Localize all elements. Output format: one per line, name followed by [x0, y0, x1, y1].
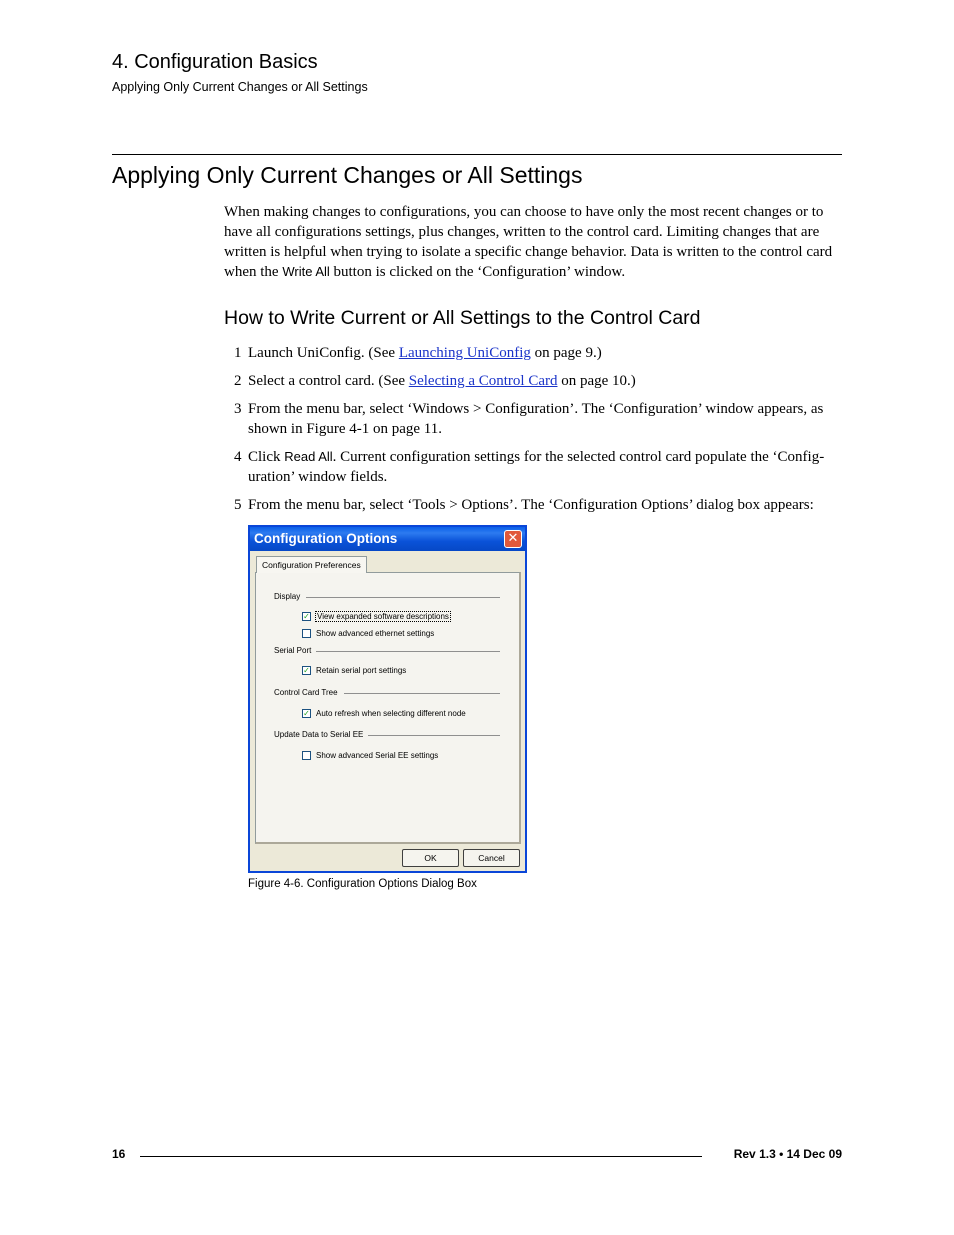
close-icon[interactable]: ✕ — [504, 530, 522, 548]
group-divider — [316, 651, 500, 652]
step-text: . Current configuration settings for the selected control card populate the ‘Config-uration’ window fields. — [248, 449, 825, 485]
footer-divider — [140, 1156, 702, 1157]
intro-paragraph — [224, 202, 844, 282]
step-number: 5 — [234, 497, 242, 513]
group-label-control-card-tree: Control Card Tree — [274, 688, 338, 697]
option-label: Show advanced Serial EE settings — [316, 750, 439, 760]
section-divider — [112, 154, 842, 155]
group-divider — [344, 693, 500, 694]
revision-label: Rev 1.3 • 14 Dec 09 — [733, 1147, 842, 1161]
step-text: Launch UniConfig. (See — [248, 345, 399, 361]
option-view-expanded-descriptions[interactable] — [302, 610, 450, 622]
option-label: Retain serial port settings — [316, 665, 407, 675]
ok-button[interactable]: OK — [402, 849, 459, 867]
step-2 — [234, 371, 844, 391]
step-text: Click — [248, 449, 285, 465]
cancel-button[interactable]: Cancel — [463, 849, 520, 867]
selecting-control-card-link[interactable]: Selecting a Control Card — [408, 373, 558, 389]
read-all-button-ref: Read All — [284, 449, 333, 464]
step-number: 1 — [234, 345, 242, 361]
step-text: on page 9.) — [530, 345, 602, 361]
step-number: 2 — [234, 373, 242, 389]
step-number: 3 — [234, 401, 242, 417]
intro-text-before: When making changes to configurations, you can choose to have only the most recent changes or to have all configurations settings, plus changes, written to the control card. Limiting changes that are written is helpful when trying to isolate a specific change behavior. Data is written to the control card when the — [224, 204, 833, 280]
step-3 — [234, 399, 844, 439]
option-label: Show advanced ethernet settings — [316, 628, 435, 638]
intro-text-after: button is clicked on the ‘Configuration’ window. — [329, 264, 626, 280]
group-divider — [306, 597, 500, 598]
option-label: Auto refresh when selecting different node — [316, 708, 466, 718]
subsection-title: How to Write Current or All Settings to the Control Card — [224, 307, 701, 329]
group-label-display: Display — [274, 592, 301, 601]
dialog-title: Configuration Options — [254, 531, 398, 546]
write-all-button-ref: Write All — [282, 264, 330, 279]
step-text: Select a control card. (See — [248, 373, 409, 389]
step-text: on page 10.) — [557, 373, 636, 389]
group-label-update-serial-ee: Update Data to Serial EE — [274, 730, 364, 739]
configuration-options-dialog — [248, 525, 527, 873]
step-4 — [234, 447, 844, 487]
step-1 — [234, 343, 844, 363]
running-header: Applying Only Current Changes or All Settings — [112, 80, 368, 94]
option-label: View expanded software descriptions — [317, 611, 449, 621]
option-show-advanced-ethernet[interactable] — [302, 627, 434, 639]
page-number: 16 — [112, 1147, 126, 1161]
figure-caption: Figure 4-6. Configuration Options Dialog Box — [248, 878, 477, 890]
group-divider — [368, 735, 500, 736]
dialog-titlebar[interactable] — [250, 527, 525, 551]
checkbox-unchecked-icon[interactable] — [302, 751, 311, 760]
chapter-title: 4. Configuration Basics — [112, 51, 318, 73]
step-text: From the menu bar, select ‘Windows > Configuration’. The ‘Configuration’ window appears, as shown in Figure 4-1 on page 11. — [248, 401, 824, 437]
step-number: 4 — [234, 449, 242, 465]
option-auto-refresh[interactable] — [302, 707, 466, 719]
launching-uniconfig-link[interactable]: Launching UniConfig — [398, 345, 531, 361]
option-show-advanced-serial-ee[interactable] — [302, 749, 438, 761]
section-title: Applying Only Current Changes or All Settings — [112, 162, 583, 188]
option-retain-serial-port[interactable] — [302, 664, 406, 676]
checkbox-unchecked-icon[interactable] — [302, 629, 311, 638]
tab-configuration-preferences[interactable]: Configuration Preferences — [256, 556, 367, 573]
group-label-serial-port: Serial Port — [274, 646, 312, 655]
checkbox-checked-icon[interactable]: ✓ — [303, 665, 310, 675]
step-text: From the menu bar, select ‘Tools > Options’. The ‘Configuration Options’ dialog box appears: — [248, 497, 814, 513]
step-5 — [234, 495, 844, 515]
checkbox-checked-icon[interactable]: ✓ — [303, 611, 310, 621]
checkbox-checked-icon[interactable]: ✓ — [303, 708, 310, 718]
